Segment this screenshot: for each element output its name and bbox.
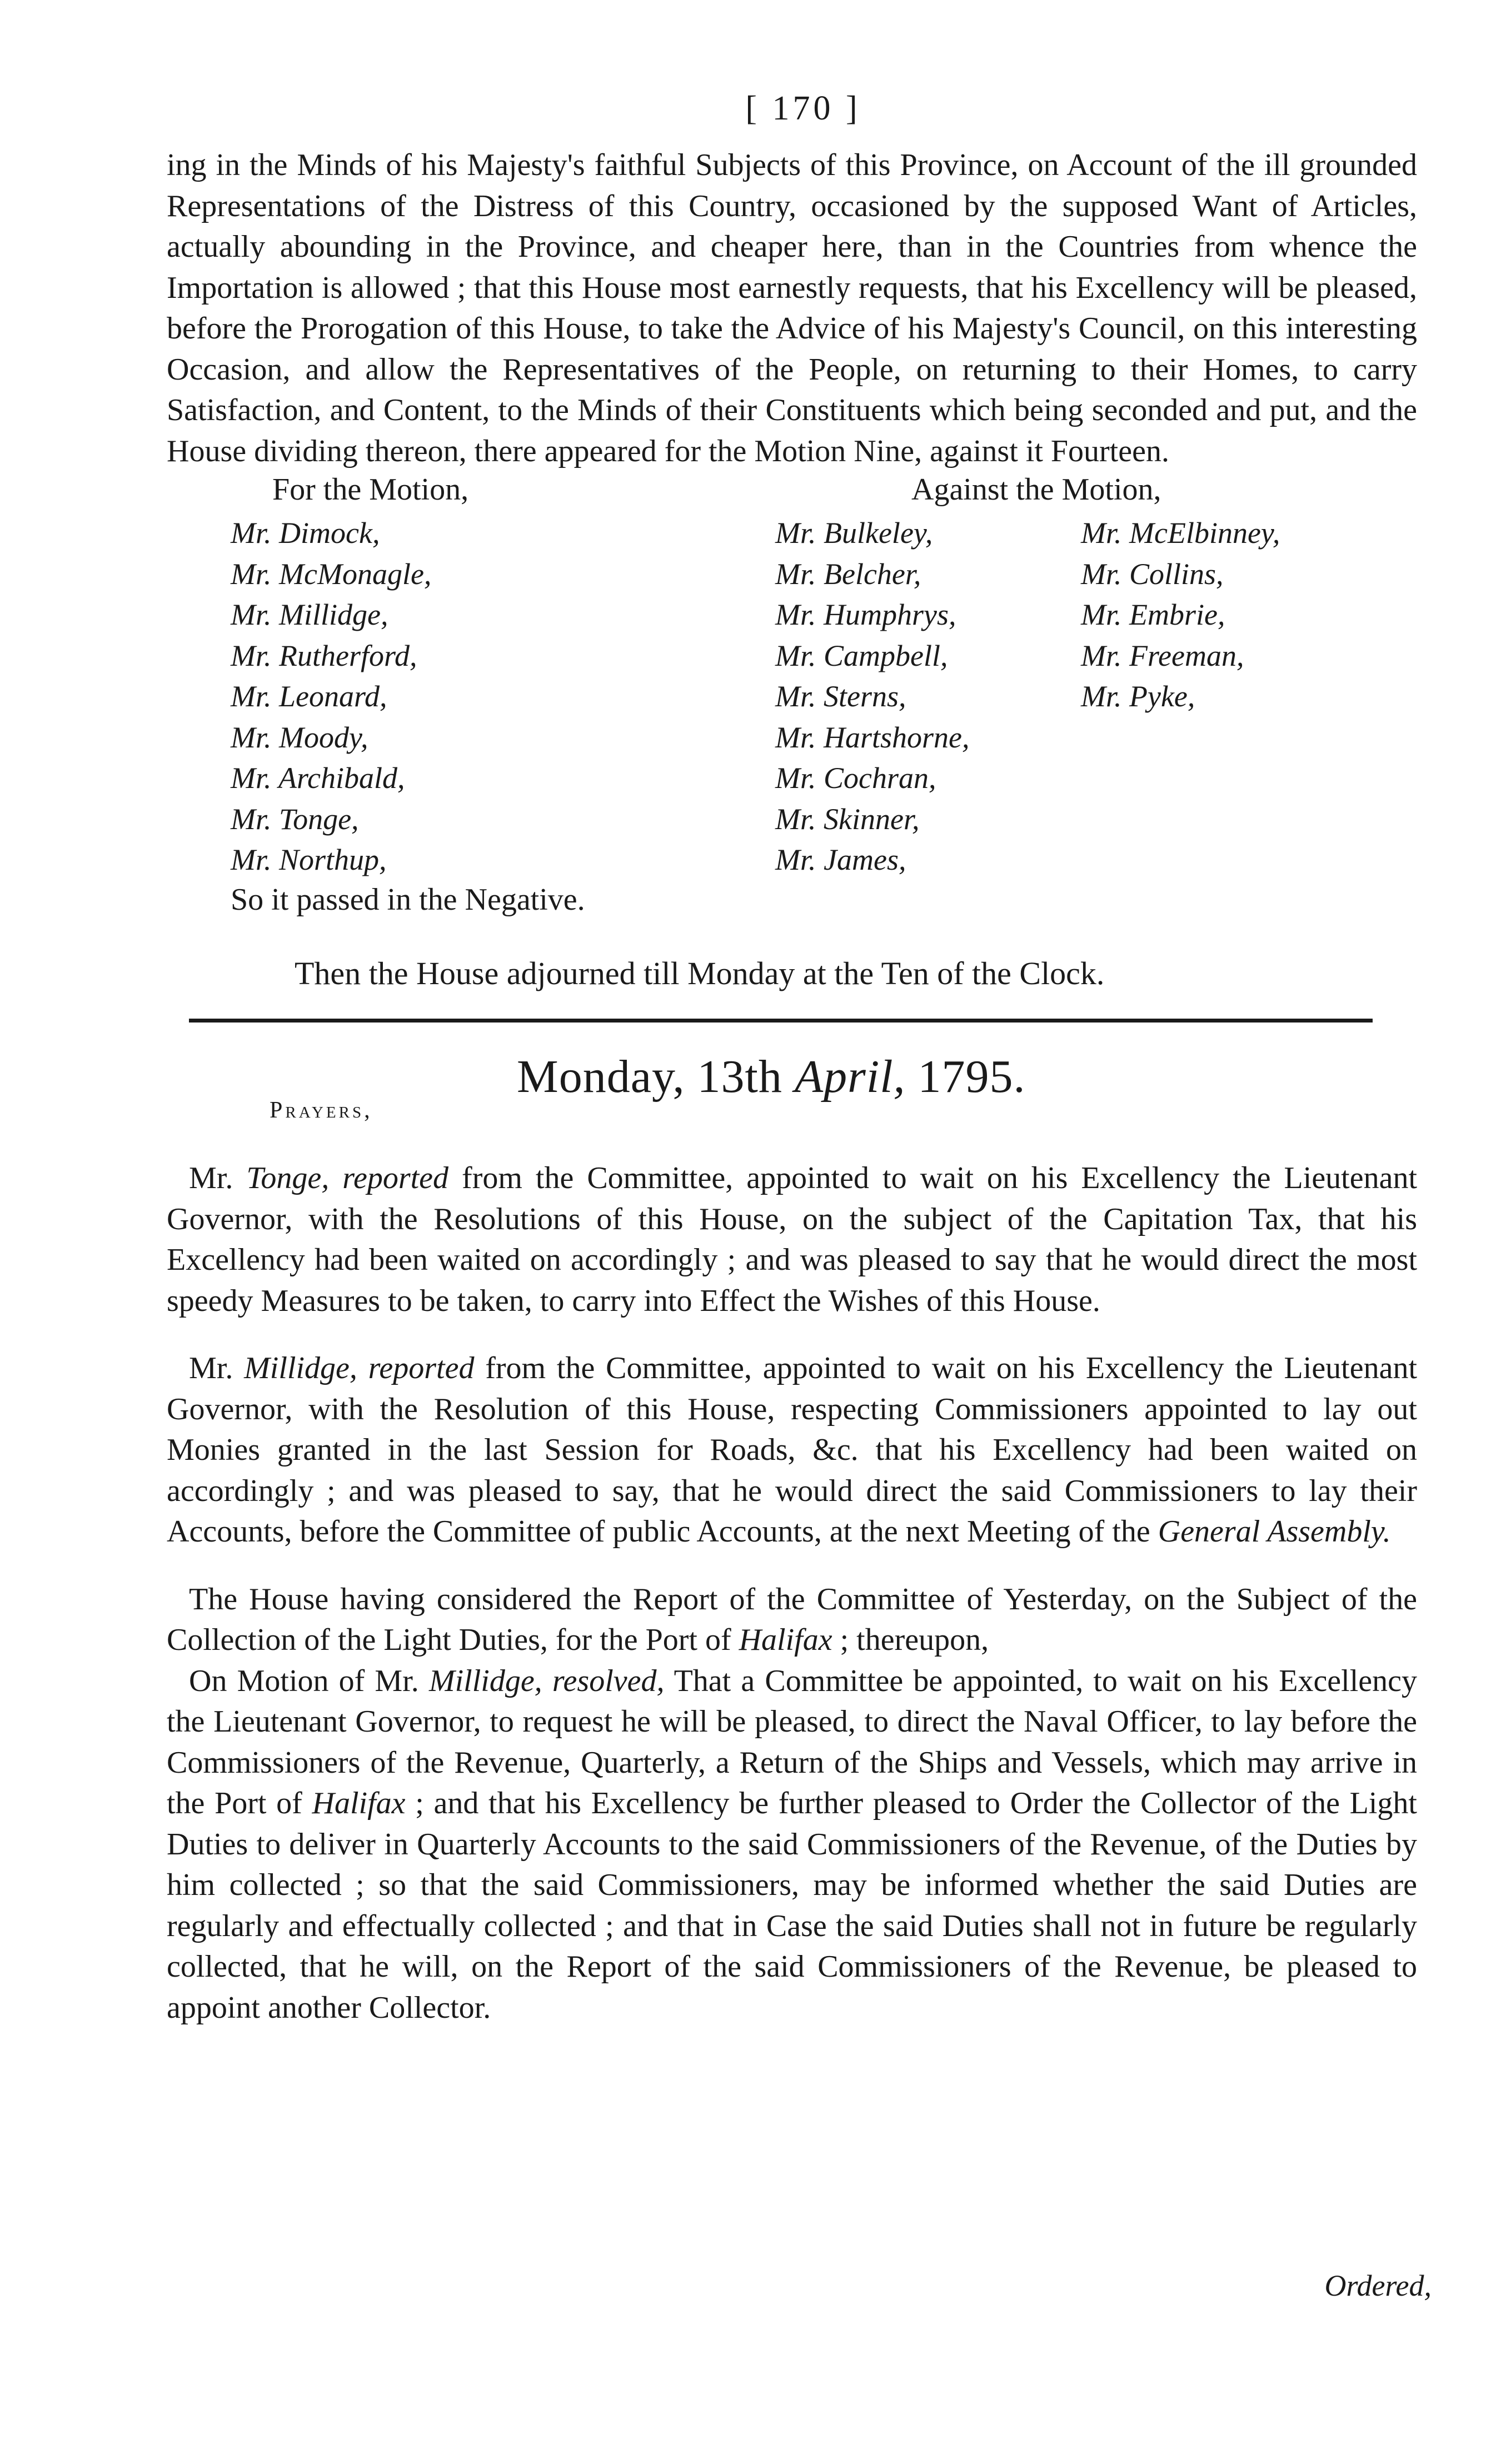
for-motion-list: [231, 513, 431, 881]
opening-paragraph: ing in the Minds of his Majesty's faithful Subjects of this Province, on Account of the ill grounded Representations of the Distress of this Country, occasioned by the supposed Want of Articles, actually abounding in the Province, and cheaper here, than in the Countries from whence the Importation is allowed ; that this House most earnestly requests, that his Excellency will be pleased, before the Prorogation of this House, to take the Advice of his Majesty's Council, on this interesting Occasion, and allow the Representatives of the People, on returning to their Homes, to carry Satisfaction, and Content, to the Minds of their Constituents which being seconded and put, and the House dividing thereon, there appeared for the Motion Nine, against it Fourteen.: [167, 148, 1417, 468]
list-item: Mr. Collins,: [1081, 557, 1224, 591]
date-day: Monday, 13th: [517, 1051, 795, 1103]
list-item: Mr. Belcher,: [775, 557, 921, 591]
list-item: Mr. Archibald,: [231, 761, 405, 795]
list-item: Mr. Dimock,: [231, 516, 380, 550]
against-motion-list-1: [775, 513, 970, 881]
adjournment-line: Then the House adjourned till Monday at the Ten of the Clock.: [295, 955, 1105, 991]
vote-result: So it passed in the Negative.: [231, 882, 585, 917]
list-item: Mr. Rutherford,: [231, 639, 417, 672]
list-item: Mr. Pyke,: [1081, 680, 1195, 713]
list-item: Mr. Embrie,: [1081, 598, 1225, 631]
list-item: Mr. Bulkeley,: [775, 516, 933, 550]
paragraph-resolution: On Motion of Mr. Millidge, resolved, That a Committee be appointed, to wait on his Excellency the Lieutenant Governor, to request he will be pleased, to direct the Naval Officer, to lay before the Commissioners of the Revenue, Quarterly, a Return of the Ships and Vessels, which may arrive in the Port of Halifax ; and that his Excellency be further pleased to Order the Collector of the Light Duties to deliver in Quarterly Accounts to the said Commissioners of the Revenue, of the Duties by him collected ; so that the said Commissioners, may be informed whether the said Duties are regularly and effectually collected ; and that in Case the said Duties shall not in future be regularly collected, that he will, on the Report of the said Commissioners of the Revenue, be pleased to appoint another Collector.: [167, 1663, 1417, 2025]
list-item: Mr. Millidge,: [231, 598, 388, 631]
paragraph-millidge-report: Mr. Millidge, reported from the Committee, appointed to wait on his Excellency the Lieutenant Governor, with the Resolution of this House, respecting Commissioners appointed to lay out Monies granted in the last Session for Roads, &c. that his Excellency had been waited on accordingly ; and was pleased to say, that he would direct the said Commissioners to lay their Accounts, before the Committee of public Accounts, at the next Meeting of the General Assembly.: [167, 1351, 1418, 1549]
catchword: Ordered,: [1324, 2269, 1432, 2302]
list-item: Mr. Tonge,: [231, 802, 359, 836]
list-item: Mr. Skinner,: [775, 802, 920, 836]
list-item: Mr. Moody,: [231, 720, 368, 754]
list-item: Mr. Leonard,: [231, 680, 387, 713]
paragraph-tonge-report: Mr. Tonge, reported from the Committee, appointed to wait on his Excellency the Lieutenant Governor, with the Resolutions of this House, on the subject of the Capitation Tax, that his Excellency had been waited on accordingly ; and was pleased to say that he would direct the most speedy Measures to be taken, to carry into Effect the Wishes of this House.: [167, 1161, 1418, 1318]
against-motion-list-2: [1081, 513, 1280, 717]
list-item: Mr. McElbinney,: [1081, 516, 1280, 550]
prayers-label: Prayers,: [270, 1098, 373, 1123]
list-item: Mr. Campbell,: [775, 639, 948, 672]
list-item: Mr. James,: [775, 843, 906, 876]
against-motion-heading: Against the Motion,: [911, 472, 1161, 507]
list-item: Mr. Cochran,: [775, 761, 936, 795]
for-motion-heading: For the Motion,: [272, 472, 469, 507]
vote-headings: [167, 472, 1417, 513]
section-divider: [189, 1019, 1373, 1022]
document-page: [167, 89, 1417, 2028]
list-item: Mr. Northup,: [231, 843, 387, 876]
paragraph-light-duties: The House having considered the Report of the Committee of Yesterday, on the Subject of the Collection of the Light Duties, for the Port of Halifax ; thereupon,: [167, 1582, 1417, 1657]
list-item: Mr. Hartshorne,: [775, 720, 970, 754]
list-item: Mr. Sterns,: [775, 680, 906, 713]
date-year: 1795.: [905, 1051, 1026, 1103]
vote-name-lists: [167, 513, 1417, 880]
page-number: [ 170 ]: [745, 89, 861, 127]
date-month: April,: [794, 1051, 906, 1103]
list-item: Mr. Freeman,: [1081, 639, 1244, 672]
list-item: Mr. McMonagle,: [231, 557, 432, 591]
list-item: Mr. Humphrys,: [775, 598, 956, 631]
